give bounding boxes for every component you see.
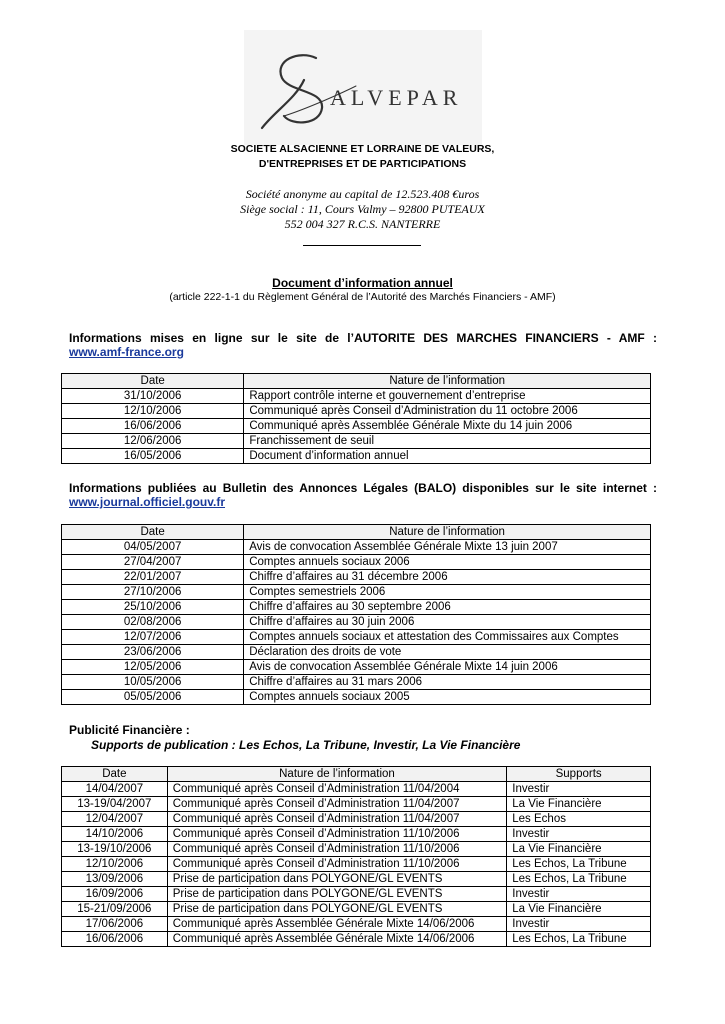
supports-cell: Investir (507, 887, 651, 902)
supports-cell: Les Echos, La Tribune (507, 932, 651, 947)
table-row (62, 782, 651, 797)
date-cell: 12/04/2007 (62, 812, 168, 827)
date-cell: 04/05/2007 (62, 540, 244, 555)
date-cell: 02/08/2006 (62, 615, 244, 630)
header-nature: Nature de l’information (244, 525, 651, 540)
nature-cell: Communiqué après Assemblée Générale Mixte 14/06/2006 (167, 932, 507, 947)
date-cell: 12/07/2006 (62, 630, 244, 645)
date-cell: 16/06/2006 (62, 932, 168, 947)
date-cell: 14/10/2006 (62, 827, 168, 842)
supports-cell: Investir (507, 917, 651, 932)
table-row (62, 555, 651, 570)
table-header-row (62, 525, 651, 540)
logo-graphic (244, 30, 482, 145)
table-row (62, 690, 651, 705)
table-row (62, 812, 651, 827)
table-row (62, 857, 651, 872)
nature-cell: Prise de participation dans POLYGONE/GL EVENTS (167, 902, 507, 917)
date-cell: 12/05/2006 (62, 660, 244, 675)
nature-cell: Communiqué après Conseil d’Administration 11/04/2007 (167, 797, 507, 812)
table-row (62, 842, 651, 857)
amf-table (61, 373, 651, 464)
table-row (62, 585, 651, 600)
header-date: Date (62, 525, 244, 540)
date-cell: 31/10/2006 (62, 389, 244, 404)
nature-cell: Communiqué après Conseil d’Administration 11/04/2007 (167, 812, 507, 827)
header-date: Date (62, 374, 244, 389)
nature-cell: Chiffre d’affaires au 31 décembre 2006 (244, 570, 651, 585)
nature-cell: Comptes semestriels 2006 (244, 585, 651, 600)
table-row (62, 902, 651, 917)
date-cell: 13-19/10/2006 (62, 842, 168, 857)
salvepar-logo (244, 30, 482, 145)
date-cell: 16/06/2006 (62, 419, 244, 434)
logo-text: ALVEPAR (330, 85, 463, 110)
table-header-row (62, 767, 651, 782)
table-row (62, 419, 651, 434)
publicity-subtitle: Supports de publication : Les Echos, La Tribune, Investir, La Vie Financière (91, 738, 521, 752)
table-row (62, 660, 651, 675)
table-row (62, 827, 651, 842)
publicity-table (61, 766, 651, 947)
supports-cell: Les Echos, La Tribune (507, 857, 651, 872)
date-cell: 16/05/2006 (62, 449, 244, 464)
nature-cell: Avis de convocation Assemblée Générale Mixte 14 juin 2006 (244, 660, 651, 675)
balo-table (61, 524, 651, 705)
nature-cell: Comptes annuels sociaux et attestation des Commissaires aux Comptes (244, 630, 651, 645)
table-row (62, 615, 651, 630)
date-cell: 15-21/09/2006 (62, 902, 168, 917)
table-row (62, 797, 651, 812)
nature-cell: Déclaration des droits de vote (244, 645, 651, 660)
supports-cell: La Vie Financière (507, 902, 651, 917)
balo-heading: Informations publiées au Bulletin des Annonces Légales (BALO) disponibles sur le site internet : (69, 481, 657, 495)
table-row (62, 872, 651, 887)
table-row (62, 570, 651, 585)
table-row (62, 389, 651, 404)
supports-cell: Investir (507, 782, 651, 797)
amf-heading: Informations mises en ligne sur le site de l’AUTORITE DES MARCHES FINANCIERS - AMF : (69, 331, 657, 345)
date-cell: 10/05/2006 (62, 675, 244, 690)
nature-cell: Prise de participation dans POLYGONE/GL EVENTS (167, 887, 507, 902)
nature-cell: Communiqué après Assemblée Générale Mixte 14/06/2006 (167, 917, 507, 932)
date-cell: 27/04/2007 (62, 555, 244, 570)
company-name-line1: SOCIETE ALSACIENNE ET LORRAINE DE VALEURS, (230, 143, 495, 155)
table-row (62, 887, 651, 902)
document-subtitle: (article 222-1-1 du Règlement Général de l’Autorité des Marchés Financiers - AMF) (169, 291, 556, 303)
date-cell: 23/06/2006 (62, 645, 244, 660)
document-title: Document d’information annuel (272, 276, 453, 290)
table-row (62, 600, 651, 615)
nature-cell: Rapport contrôle interne et gouvernement d’entreprise (244, 389, 651, 404)
date-cell: 16/09/2006 (62, 887, 168, 902)
nature-cell: Communiqué après Conseil d’Administration 11/10/2006 (167, 827, 507, 842)
nature-cell: Chiffre d’affaires au 31 mars 2006 (244, 675, 651, 690)
date-cell: 13-19/04/2007 (62, 797, 168, 812)
legal-rcs: 552 004 327 R.C.S. NANTERRE (284, 217, 441, 231)
nature-cell: Communiqué après Conseil d’Administration 11/04/2004 (167, 782, 507, 797)
divider (303, 245, 421, 246)
table-row (62, 932, 651, 947)
table-row (62, 917, 651, 932)
date-cell: 12/10/2006 (62, 857, 168, 872)
table-row (62, 434, 651, 449)
amf-link[interactable]: www.amf-france.org (69, 345, 184, 359)
legal-address: Siège social : 11, Cours Valmy – 92800 PUTEAUX (240, 202, 485, 216)
nature-cell: Chiffre d’affaires au 30 juin 2006 (244, 615, 651, 630)
table-row (62, 449, 651, 464)
header-supports: Supports (507, 767, 651, 782)
nature-cell: Communiqué après Conseil d’Administration 11/10/2006 (167, 857, 507, 872)
nature-cell: Prise de participation dans POLYGONE/GL EVENTS (167, 872, 507, 887)
supports-cell: Les Echos (507, 812, 651, 827)
date-cell: 17/06/2006 (62, 917, 168, 932)
table-row (62, 540, 651, 555)
publicity-title: Publicité Financière : (69, 723, 190, 737)
supports-cell: La Vie Financière (507, 797, 651, 812)
table-row (62, 675, 651, 690)
nature-cell: Document d’information annuel (244, 449, 651, 464)
table-header-row (62, 374, 651, 389)
nature-cell: Avis de convocation Assemblée Générale Mixte 13 juin 2007 (244, 540, 651, 555)
date-cell: 05/05/2006 (62, 690, 244, 705)
header-nature: Nature de l’information (167, 767, 507, 782)
table-row (62, 404, 651, 419)
table-row (62, 645, 651, 660)
supports-cell: Investir (507, 827, 651, 842)
nature-cell: Communiqué après Conseil d’Administration du 11 octobre 2006 (244, 404, 651, 419)
nature-cell: Franchissement de seuil (244, 434, 651, 449)
nature-cell: Chiffre d’affaires au 30 septembre 2006 (244, 600, 651, 615)
nature-cell: Communiqué après Assemblée Générale Mixte du 14 juin 2006 (244, 419, 651, 434)
nature-cell: Comptes annuels sociaux 2005 (244, 690, 651, 705)
company-name-line2: D'ENTREPRISES ET DE PARTICIPATIONS (258, 158, 467, 170)
nature-cell: Communiqué après Conseil d’Administration 11/10/2006 (167, 842, 507, 857)
date-cell: 27/10/2006 (62, 585, 244, 600)
date-cell: 12/10/2006 (62, 404, 244, 419)
date-cell: 25/10/2006 (62, 600, 244, 615)
legal-capital: Société anonyme au capital de 12.523.408 €uros (245, 187, 480, 201)
header-date: Date (62, 767, 168, 782)
nature-cell: Comptes annuels sociaux 2006 (244, 555, 651, 570)
date-cell: 13/09/2006 (62, 872, 168, 887)
header-nature: Nature de l’information (244, 374, 651, 389)
date-cell: 14/04/2007 (62, 782, 168, 797)
table-row (62, 630, 651, 645)
date-cell: 12/06/2006 (62, 434, 244, 449)
balo-link[interactable]: www.journal.officiel.gouv.fr (69, 495, 226, 509)
supports-cell: La Vie Financière (507, 842, 651, 857)
date-cell: 22/01/2007 (62, 570, 244, 585)
supports-cell: Les Echos, La Tribune (507, 872, 651, 887)
